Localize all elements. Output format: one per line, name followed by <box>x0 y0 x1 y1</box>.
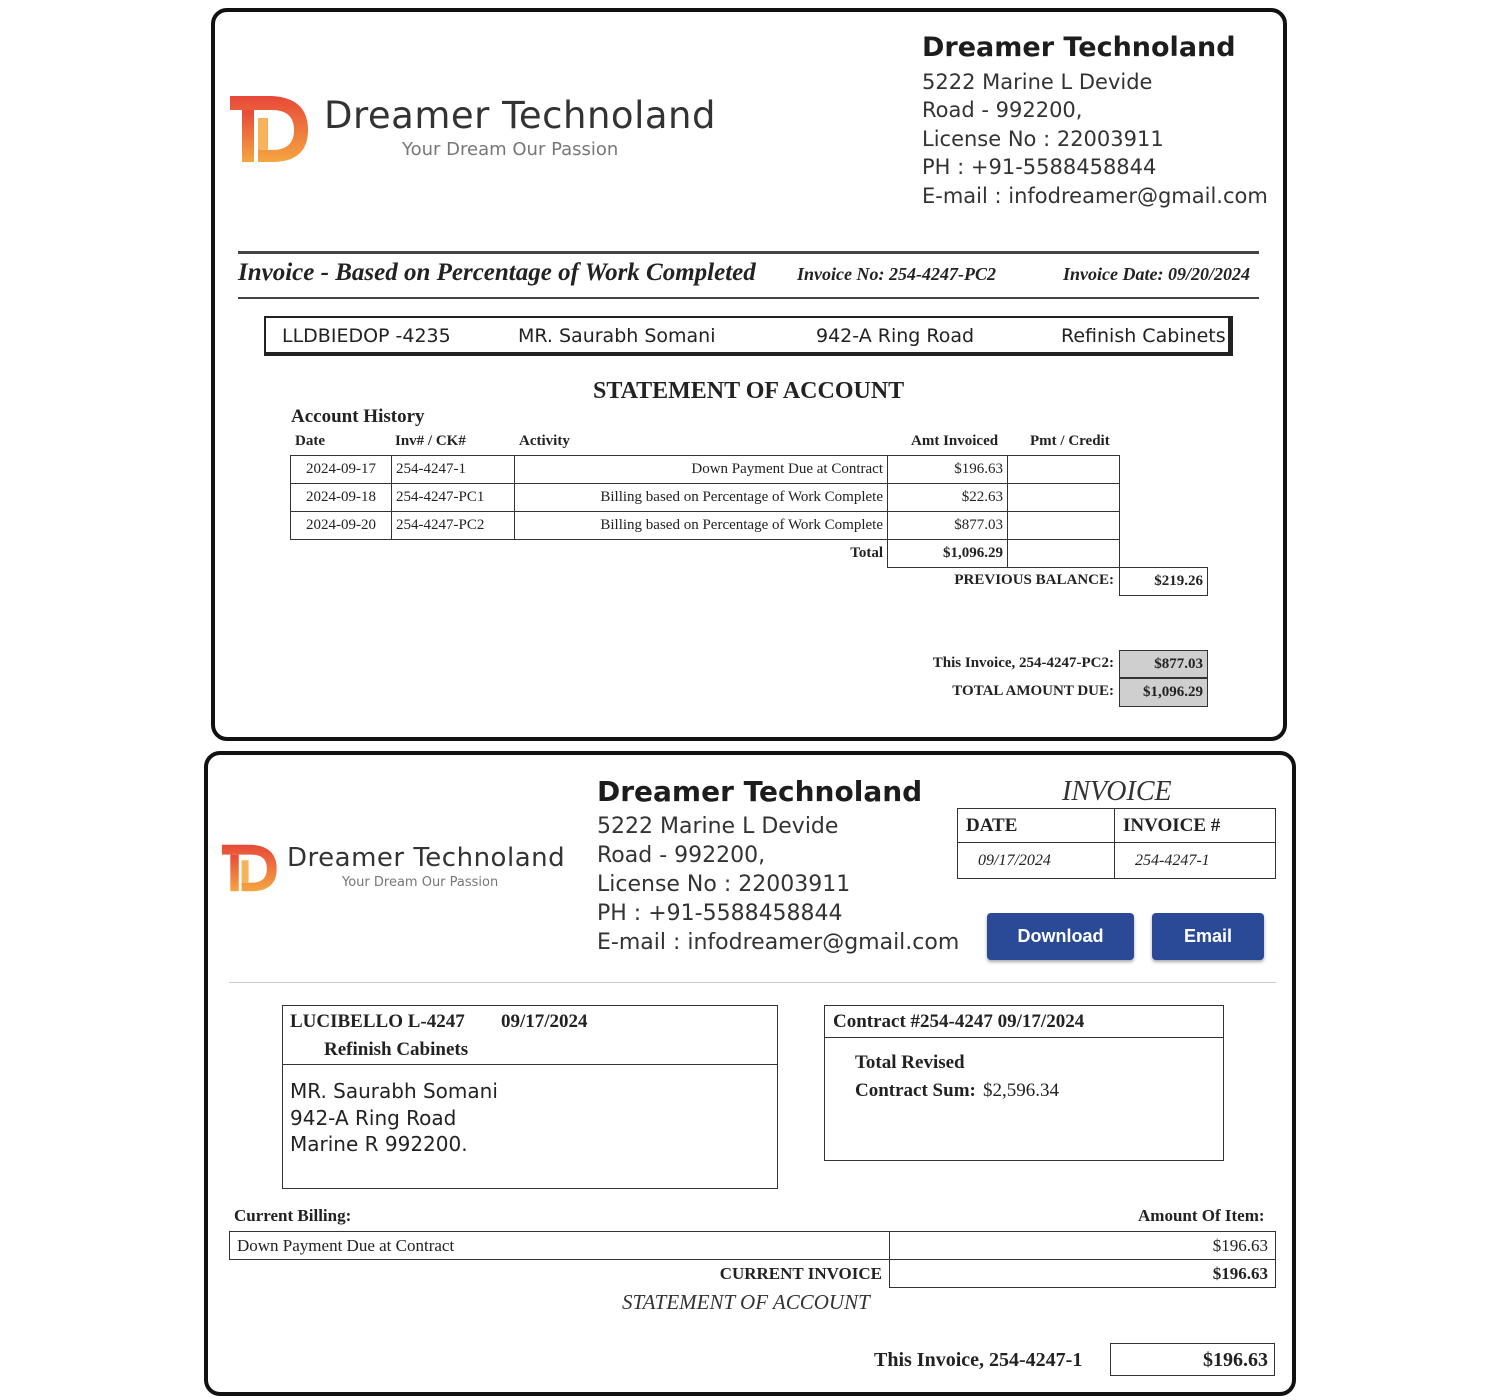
logo-name: Dreamer Technoland <box>287 843 566 873</box>
row-activity: Billing based on Percentage of Work Complete <box>515 512 888 540</box>
col-inv: Inv# / CK# <box>395 433 466 449</box>
contract-label-2: Contract Sum: <box>855 1080 976 1101</box>
row-pmt <box>1008 484 1120 512</box>
invoice-date: Invoice Date: 09/20/2024 <box>1063 264 1250 284</box>
statement-of-account-label: STATEMENT OF ACCOUNT <box>622 1290 870 1314</box>
company-email: E-mail : infodreamer@gmail.com <box>922 184 1268 208</box>
invoice-number: Invoice No: 254-4247-PC2 <box>797 264 996 284</box>
company-address-line1: 5222 Marine L Devide <box>922 70 1153 94</box>
amount-of-item-label: Amount Of Item: <box>1138 1206 1265 1225</box>
total-pmt <box>1008 540 1120 568</box>
row-amt: $22.63 <box>888 484 1008 512</box>
col-date: Date <box>295 433 325 449</box>
row-pmt <box>1008 512 1120 540</box>
company-address-line2: Road - 992200, <box>922 98 1083 122</box>
company-logo-icon <box>220 842 280 894</box>
col-pmt: Pmt / Credit <box>1030 433 1110 449</box>
invoice-date-number-table <box>957 808 1276 879</box>
table-row <box>291 484 1120 512</box>
customer-box-date: 09/17/2024 <box>501 1011 588 1032</box>
previous-balance-label: PREVIOUS BALANCE: <box>954 572 1114 588</box>
company-name: Dreamer Technoland <box>597 775 923 808</box>
company-name: Dreamer Technoland <box>922 32 1236 63</box>
row-inv: 254-4247-PC1 <box>392 484 515 512</box>
email-button[interactable]: Email <box>1152 913 1264 960</box>
row-activity: Down Payment Due at Contract <box>515 456 888 484</box>
contract-header: Contract #254-4247 09/17/2024 <box>833 1011 1085 1032</box>
current-billing-label: Current Billing: <box>234 1206 352 1225</box>
contract-sum-value: $2,596.34 <box>983 1080 1059 1101</box>
company-address-line2: Road - 992200, <box>597 843 766 868</box>
invoice-heading: INVOICE <box>1062 776 1172 807</box>
customer-address-line2: Marine R 992200. <box>290 1132 468 1156</box>
header-rule-top <box>238 251 1259 254</box>
company-license: License No : 22003911 <box>922 127 1164 151</box>
customer-code: LUCIBELLO L-4247 <box>290 1011 465 1032</box>
company-logo-icon <box>228 92 312 166</box>
current-invoice-value: $196.63 <box>890 1260 1276 1288</box>
company-phone: PH : +91-5588458844 <box>922 155 1157 179</box>
table-row <box>291 456 1120 484</box>
invoice-title: Invoice - Based on Percentage of Work Completed <box>238 259 756 286</box>
total-due-label: TOTAL AMOUNT DUE: <box>952 683 1114 699</box>
row-date: 2024-09-18 <box>291 484 392 512</box>
table-total-row <box>291 540 1120 568</box>
section-divider <box>229 982 1276 983</box>
row-date: 2024-09-17 <box>291 456 392 484</box>
logo-tagline: Your Dream Our Passion <box>402 139 619 160</box>
this-invoice-label: This Invoice, 254-4247-PC2: <box>932 655 1114 671</box>
row-activity: Billing based on Percentage of Work Complete <box>515 484 888 512</box>
date-header: DATE <box>958 809 1115 843</box>
table-row <box>291 512 1120 540</box>
table-row <box>230 1260 1276 1288</box>
this-invoice-label: This Invoice, 254-4247-1 <box>874 1349 1083 1371</box>
account-history-label: Account History <box>291 406 425 427</box>
invoice-number-value: 254-4247-1 <box>1115 843 1276 879</box>
billing-amount: $196.63 <box>890 1232 1276 1260</box>
row-amt: $877.03 <box>888 512 1008 540</box>
this-invoice-value: $196.63 <box>1203 1349 1268 1371</box>
col-activity: Activity <box>519 433 570 449</box>
customer-address-line1: 942-A Ring Road <box>290 1106 457 1130</box>
current-invoice-label: CURRENT INVOICE <box>230 1260 890 1288</box>
billing-item: Down Payment Due at Contract <box>230 1232 890 1260</box>
row-inv: 254-4247-PC2 <box>392 512 515 540</box>
customer-job: Refinish Cabinets <box>324 1039 469 1060</box>
invoice-date-value: 09/17/2024 <box>958 843 1115 879</box>
account-code: LLDBIEDOP -4235 <box>282 325 451 347</box>
total-due-value: $1,096.29 <box>1119 678 1208 707</box>
row-inv: 254-4247-1 <box>392 456 515 484</box>
total-label: Total <box>850 545 883 562</box>
company-address-line1: 5222 Marine L Devide <box>597 814 839 839</box>
contract-label-1: Total Revised <box>855 1052 965 1073</box>
row-amt: $196.63 <box>888 456 1008 484</box>
download-button[interactable]: Download <box>987 913 1134 960</box>
company-email: E-mail : infodreamer@gmail.com <box>597 930 960 955</box>
logo-tagline: Your Dream Our Passion <box>342 875 499 890</box>
customer-name: MR. Saurabh Somani <box>290 1079 498 1103</box>
previous-balance-value: $219.26 <box>1119 567 1208 596</box>
col-amt: Amt Invoiced <box>911 433 999 449</box>
account-history-table <box>290 455 1120 568</box>
current-billing-table <box>229 1231 1276 1288</box>
statement-title: STATEMENT OF ACCOUNT <box>593 378 905 404</box>
company-license: License No : 22003911 <box>597 872 851 897</box>
this-invoice-value: $877.03 <box>1119 650 1208 678</box>
row-pmt <box>1008 456 1120 484</box>
header-rule-bottom <box>238 297 1259 299</box>
company-phone: PH : +91-5588458844 <box>597 901 843 926</box>
customer-name: MR. Saurabh Somani <box>518 325 716 347</box>
customer-address: 942-A Ring Road <box>816 325 975 347</box>
total-value: $1,096.29 <box>888 540 1008 568</box>
invoice-number-header: INVOICE # <box>1115 809 1276 843</box>
row-date: 2024-09-20 <box>291 512 392 540</box>
table-row <box>230 1232 1276 1260</box>
logo-name: Dreamer Technoland <box>324 94 716 137</box>
job-description: Refinish Cabinets <box>1061 325 1226 347</box>
